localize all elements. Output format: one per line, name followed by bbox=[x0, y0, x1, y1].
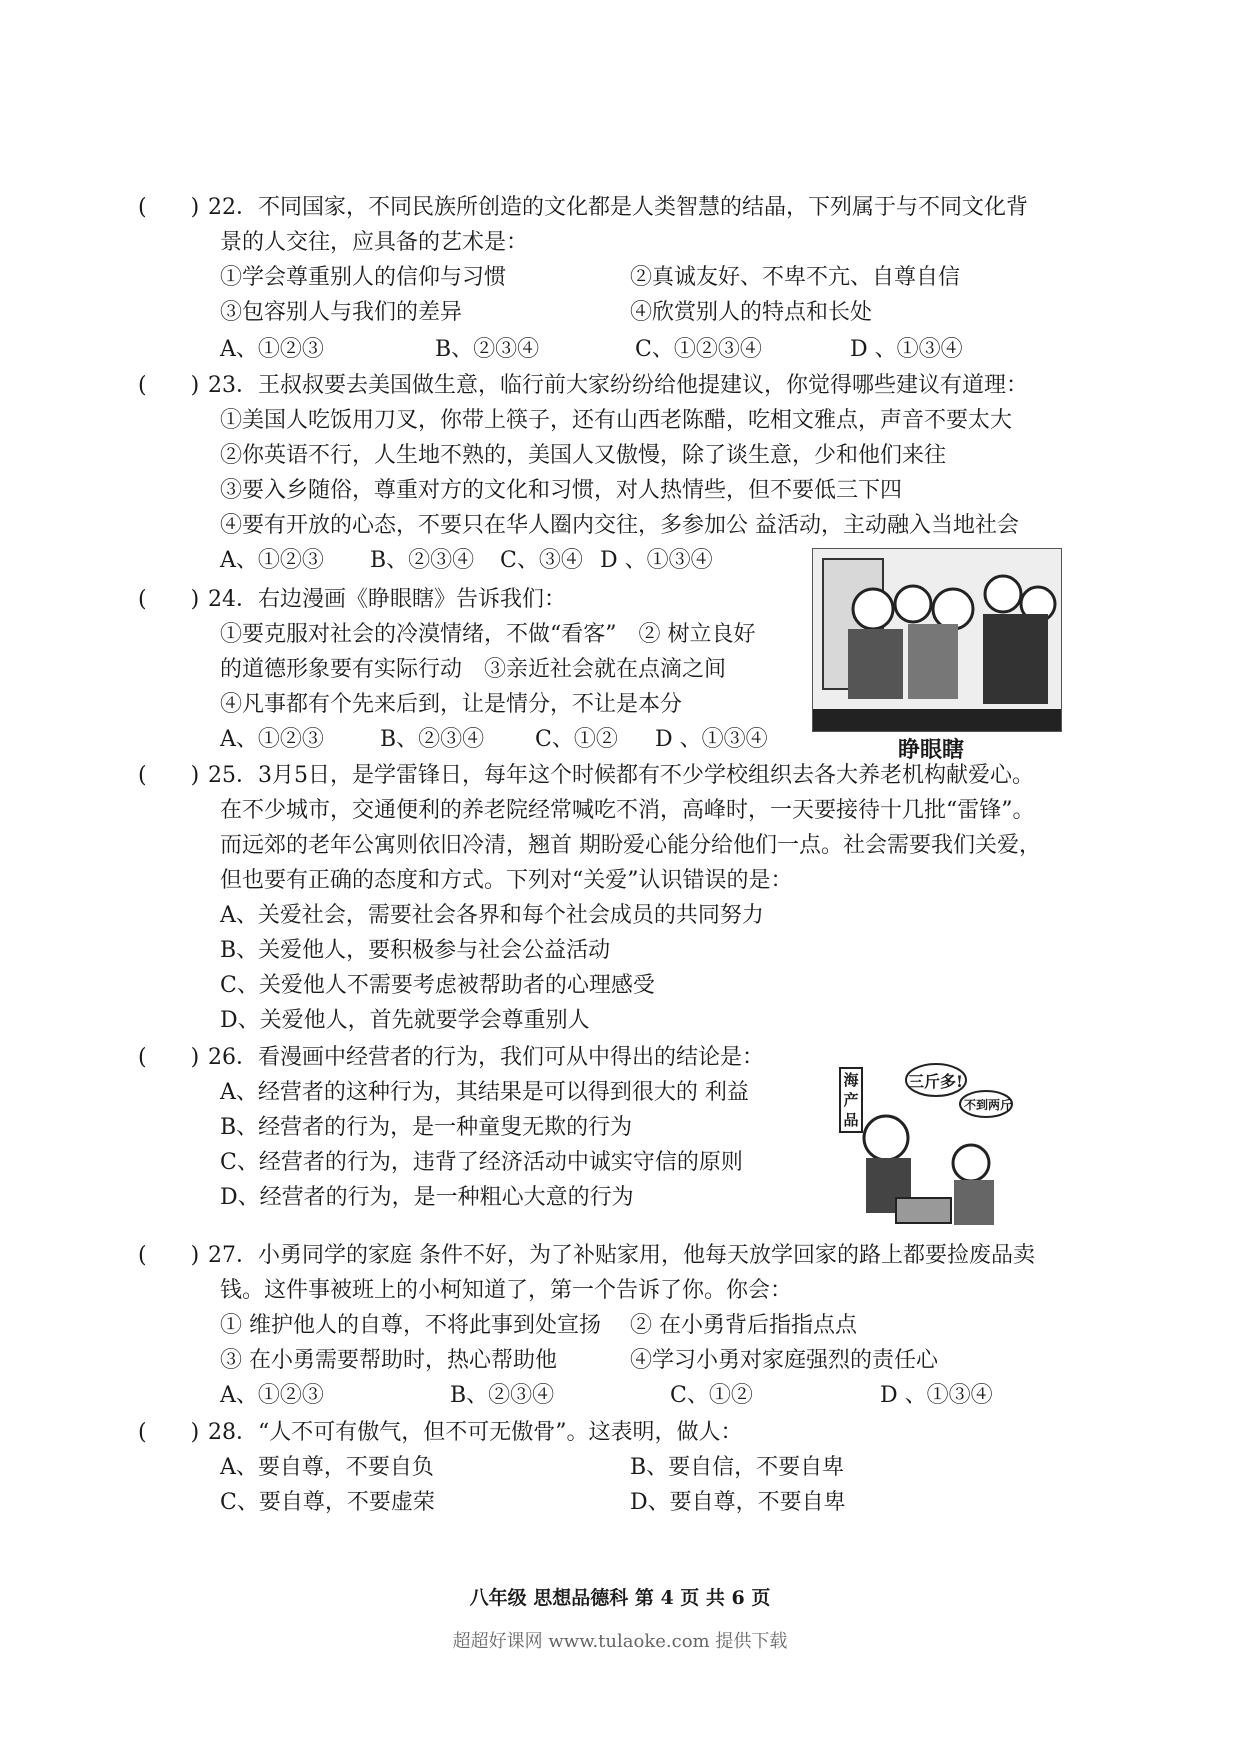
option-d[interactable]: D 、①③④ bbox=[600, 548, 713, 573]
question-25 bbox=[138, 758, 1120, 1038]
answer-blank[interactable]: ( ) bbox=[138, 1420, 200, 1445]
option-d[interactable]: D 、①③④ bbox=[850, 337, 963, 362]
option-c[interactable]: C、关爱他人不需要考虑被帮助者的心理感受 bbox=[220, 973, 655, 998]
answer-blank[interactable]: ( ) bbox=[138, 1045, 200, 1070]
option-a[interactable]: A、①②③ bbox=[220, 337, 324, 362]
watermark: 超超好课网 www.tulaoke.com 提供下载 bbox=[452, 1631, 788, 1652]
cartoon-merchant bbox=[836, 1058, 1016, 1228]
option-b[interactable]: B、②③④ bbox=[380, 727, 485, 752]
option-d[interactable]: D、关爱他人，首先就要学会尊重别人 bbox=[220, 1008, 590, 1033]
answer-blank[interactable]: ( ) bbox=[138, 587, 200, 612]
option-c[interactable]: C、经营者的行为，违背了经济活动中诚实守信的原则 bbox=[220, 1150, 743, 1175]
answer-blank[interactable]: ( ) bbox=[138, 1243, 200, 1268]
option-a[interactable]: A、经营者的这种行为，其结果是可以得到很大的 利益 bbox=[220, 1080, 749, 1105]
statement-line-2: 的道德形象要有实际行动 ③亲近社会就在点滴之间 bbox=[220, 657, 727, 682]
option-c[interactable]: C、①② bbox=[670, 1383, 753, 1408]
statement-line-3: ④凡事都有个先来后到，让是情分，不让是本分 bbox=[220, 692, 683, 717]
stem-line-4: 但也要有正确的态度和方式。下列对“关爱”认识错误的是： bbox=[220, 868, 793, 893]
option-a[interactable]: A、①②③ bbox=[220, 727, 324, 752]
option-b[interactable]: B、②③④ bbox=[370, 548, 475, 573]
option-b[interactable]: B、②③④ bbox=[435, 337, 540, 362]
option-b[interactable]: B、②③④ bbox=[450, 1383, 555, 1408]
question-stem: 23．王叔叔要去美国做生意，临行前大家纷纷给他提建议，你觉得哪些建议有道理： bbox=[208, 373, 1028, 398]
statement-2: ② 在小勇背后指指点点 bbox=[630, 1313, 857, 1338]
option-d[interactable]: D 、①③④ bbox=[655, 727, 768, 752]
statement-4: ④欣赏别人的特点和长处 bbox=[630, 300, 873, 325]
speech-bubble-customer: 不到两斤 bbox=[964, 1098, 1013, 1112]
statement-2: ②你英语不行，人生地不熟的，美国人又傲慢，除了谈生意，少和他们来往 bbox=[220, 443, 947, 468]
option-b[interactable]: B、经营者的行为，是一种童叟无欺的行为 bbox=[220, 1115, 633, 1140]
question-stem: 26．看漫画中经营者的行为，我们可从中得出的结论是： bbox=[208, 1045, 764, 1070]
statement-1: ①美国人吃饭用刀叉，你带上筷子，还有山西老陈醋，吃相文雅点，声音不要太大 bbox=[220, 408, 1013, 433]
cartoon-illustration bbox=[813, 549, 1061, 731]
cartoon-image bbox=[812, 548, 1062, 732]
stem-line-2: 在不少城市，交通便利的养老院经常喊吃不消，高峰时，一天要接待十几批“雷锋”。 bbox=[220, 798, 1035, 823]
statement-3: ③ 在小勇需要帮助时，热心帮助他 bbox=[220, 1348, 557, 1373]
statement-2: ②真诚友好、不卑不亢、自尊自信 bbox=[630, 265, 961, 290]
statement-4: ④学习小勇对家庭强烈的责任心 bbox=[630, 1348, 939, 1373]
question-stem: 22．不同国家，不同民族所创造的文化都是人类智慧的结晶，下列属于与不同文化背 bbox=[208, 195, 1028, 220]
answer-blank[interactable]: ( ) bbox=[138, 195, 200, 220]
statement-3: ③包容别人与我们的差异 bbox=[220, 300, 463, 325]
statement-line-1: ①要克服对社会的冷漠情绪，不做“看客” ② 树立良好 bbox=[220, 622, 756, 647]
option-c[interactable]: C、要自尊，不要虚荣 bbox=[220, 1490, 435, 1515]
seafood-sign: 海产品 bbox=[843, 1071, 859, 1129]
option-c[interactable]: C、①② bbox=[535, 727, 618, 752]
option-c[interactable]: C、③④ bbox=[500, 548, 583, 573]
question-27 bbox=[138, 1238, 1120, 1413]
statement-4: ④要有开放的心态，不要只在华人圈内交往，多参加公 益活动，主动融入当地社会 bbox=[220, 513, 1019, 538]
option-a[interactable]: A、①②③ bbox=[220, 1383, 324, 1408]
cartoon-caption: 睁眼瞎 bbox=[898, 737, 965, 763]
option-a[interactable]: A、①②③ bbox=[220, 548, 324, 573]
option-d[interactable]: D 、①③④ bbox=[880, 1383, 993, 1408]
option-b[interactable]: B、关爱他人，要积极参与社会公益活动 bbox=[220, 938, 611, 963]
statement-1: ① 维护他人的自尊，不将此事到处宣扬 bbox=[220, 1313, 601, 1338]
option-d[interactable]: D、经营者的行为，是一种粗心大意的行为 bbox=[220, 1185, 634, 1210]
stem-line-3: 而远郊的老年公寓则依旧冷清，翘首 期盼爱心能分给他们一点。社会需要我们关爱， bbox=[220, 833, 1041, 858]
option-d[interactable]: D、要自尊，不要自卑 bbox=[630, 1490, 846, 1515]
question-stem-cont: 景的人交往，应具备的艺术是： bbox=[220, 230, 529, 255]
option-b[interactable]: B、要自信，不要自卑 bbox=[630, 1455, 845, 1480]
answer-blank[interactable]: ( ) bbox=[138, 763, 200, 788]
option-c[interactable]: C、①②③④ bbox=[635, 337, 762, 362]
statement-3: ③要入乡随俗，尊重对方的文化和习惯，对人热情些，但不要低三下四 bbox=[220, 478, 903, 503]
question-22 bbox=[138, 190, 1120, 367]
question-stem-cont: 钱。这件事被班上的小柯知道了，第一个告诉了你。你会： bbox=[220, 1278, 793, 1303]
statement-1: ①学会尊重别人的信仰与习惯 bbox=[220, 265, 507, 290]
option-a[interactable]: A、要自尊，不要自负 bbox=[220, 1455, 434, 1480]
question-stem: 27．小勇同学的家庭 条件不好，为了补贴家用，他每天放学回家的路上都要捡废品卖 bbox=[208, 1243, 1035, 1268]
question-23 bbox=[138, 368, 1120, 578]
speech-bubble-merchant: 三斤多! bbox=[908, 1072, 964, 1091]
question-28 bbox=[138, 1415, 1120, 1520]
page-footer: 八年级 思想品德科 第 4 页 共 6 页 bbox=[469, 1587, 771, 1609]
question-stem: 24．右边漫画《睁眼瞎》告诉我们： bbox=[208, 587, 566, 612]
answer-blank[interactable]: ( ) bbox=[138, 373, 200, 398]
question-stem: 28．“人不可有傲气，但不可无傲骨”。这表明，做人： bbox=[208, 1420, 743, 1445]
question-stem: 25．3月5日，是学雷锋日，每年这个时候都有不少学校组织去各大养老机构献爱心。 bbox=[208, 763, 1034, 788]
option-a[interactable]: A、关爱社会，需要社会各界和每个社会成员的共同努力 bbox=[220, 903, 764, 928]
